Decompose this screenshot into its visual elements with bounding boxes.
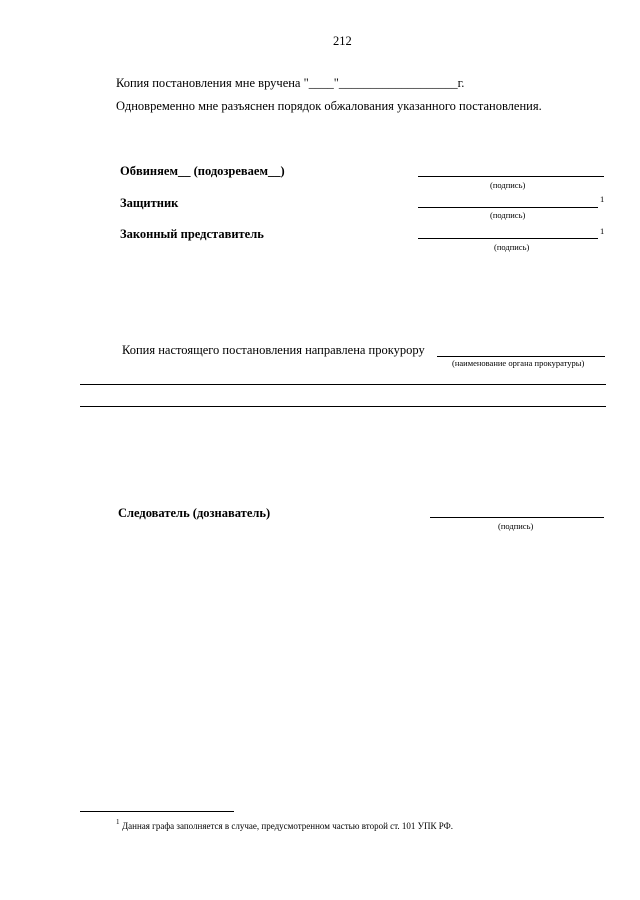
legal-representative-signature-caption: (подпись) <box>494 242 530 252</box>
delivery-year-suffix: г. <box>457 76 465 90</box>
prosecutor-extra-line-1[interactable] <box>80 384 606 385</box>
legal-representative-signature-line[interactable] <box>418 238 598 239</box>
legal-representative-footnote-marker: 1 <box>600 226 605 236</box>
footnote-separator <box>80 811 234 812</box>
prosecutor-caption: (наименование органа прокуратуры) <box>452 358 585 368</box>
appeal-text: Одновременно мне разъяснен порядок обжалования указанного постановления. <box>116 99 542 113</box>
delivery-month-blank[interactable]: ___________________ <box>338 76 458 90</box>
defender-signature-line[interactable] <box>418 207 598 208</box>
defender-label: Защитник <box>120 196 179 210</box>
investigator-label: Следователь (дознаватель) <box>118 506 271 520</box>
footnote-marker: 1 <box>116 818 120 826</box>
delivery-line <box>116 76 464 91</box>
investigator-signature-caption: (подпись) <box>498 521 534 531</box>
defender-signature-caption: (подпись) <box>490 210 526 220</box>
footnote-text: Данная графа заполняется в случае, предусмотренном частью второй ст. 101 УПК РФ. <box>122 821 453 831</box>
accused-signature-caption: (подпись) <box>490 180 526 190</box>
accused-signature-line[interactable] <box>418 176 604 177</box>
accused-label: Обвиняем__ (подозреваем__) <box>120 164 285 178</box>
page-number: 212 <box>333 34 352 48</box>
legal-representative-label: Законный представитель <box>120 227 264 241</box>
delivery-text: Копия постановления мне вручена <box>116 76 301 90</box>
prosecutor-extra-line-2[interactable] <box>80 406 606 407</box>
investigator-signature-line[interactable] <box>430 517 604 518</box>
prosecutor-name-line[interactable] <box>437 356 605 357</box>
defender-footnote-marker: 1 <box>600 194 605 204</box>
prosecutor-text: Копия настоящего постановления направлена прокурору <box>122 343 425 357</box>
delivery-day-blank[interactable]: "____" <box>303 76 339 90</box>
